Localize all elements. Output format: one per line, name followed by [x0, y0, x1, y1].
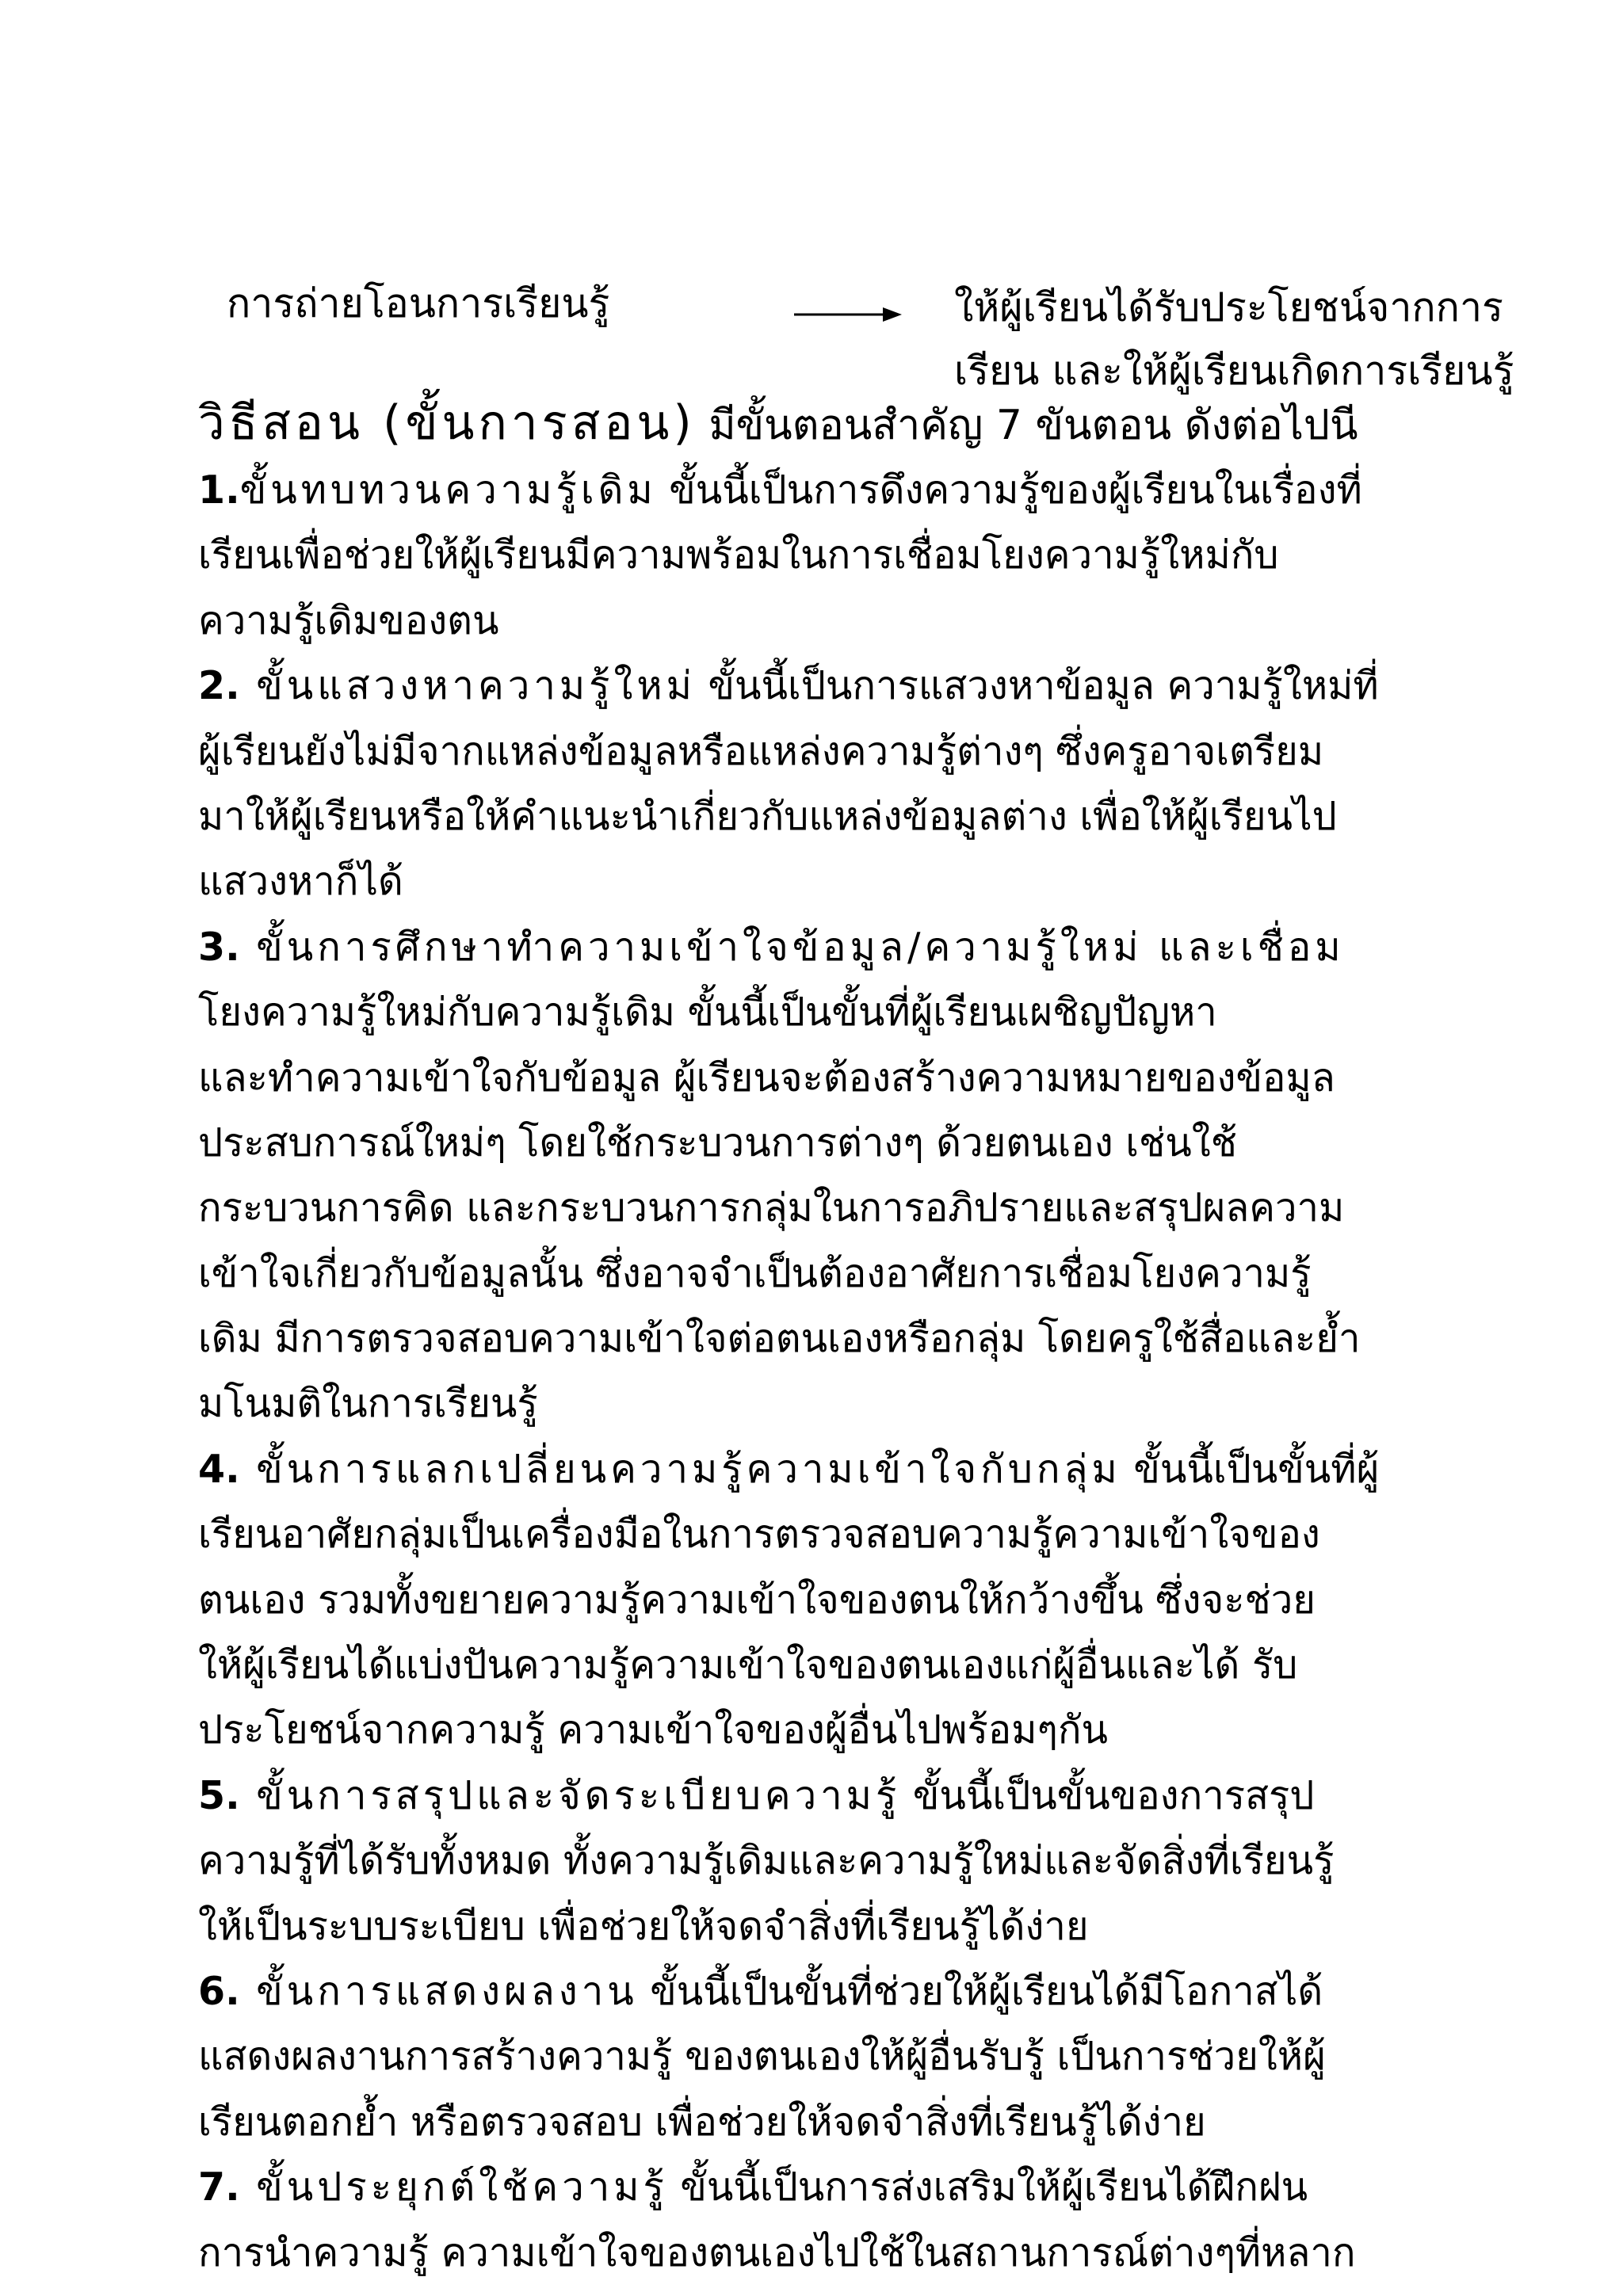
section-heading	[198, 390, 1358, 459]
step-first-line	[198, 1437, 1609, 1502]
step-text-line: กระบวนการคิด และกระบวนการกลุ่มในการอภิปรายและสรุปผลความ	[198, 1185, 1345, 1231]
steps-body	[198, 458, 1609, 2286]
step-title: ขั้นการแลกเปลี่ยนความรู้ความเข้าใจกับกลุ่ม	[239, 1446, 1121, 1492]
step-block	[198, 915, 1609, 1437]
step-text-line: เรียนเพื่อช่วยให้ผู้เรียนมีความพร้อมในการเชื่อมโยงความรู้ใหม่กับ	[198, 532, 1279, 578]
step-text-line: ให้ผู้เรียนได้แบ่งปันความรู้ความเข้าใจของตนเองแก่ผู้อื่นและได้ รับ	[198, 1642, 1298, 1688]
step-first-line	[198, 1959, 1609, 2024]
step-text-line: เรียนอาศัยกลุ่มเป็นเครื่องมือในการตรวจสอบความรู้ความเข้าใจของ	[198, 1512, 1320, 1558]
step-text-line: เดิม มีการตรวจสอบความเข้าใจต่อตนเองหรือกลุ่ม โดยครูใช้สื่อและย้ำ	[198, 1316, 1361, 1362]
step-title: ขั้นการศึกษาทำความเข้าใจข้อมูล/ความรู้ใหม่ และเชื่อม	[239, 924, 1345, 970]
step-number: 5.	[198, 1772, 240, 1818]
transfer-learning-description	[954, 276, 1514, 402]
step-text-line: ความรู้เดิมของตน	[198, 597, 499, 643]
step-number: 4.	[198, 1446, 240, 1492]
heading-title: วิธีสอน (ขั้นการสอน)	[198, 395, 696, 451]
step-block	[198, 1959, 1609, 2155]
step-number: 1.	[198, 467, 240, 513]
step-first-rest: ขั้นนี้เป็นการส่งเสริมให้ผู้เรียนได้ฝึกฝน	[667, 2164, 1308, 2210]
step-first-rest: ขั้นนี้เป็นขั้นที่ผู้	[1121, 1446, 1380, 1492]
step-text-line: ความรู้ที่ได้รับทั้งหมด ทั้งความรู้เดิมและความรู้ใหม่และจัดสิ่งที่เรียนรู้	[198, 1838, 1335, 1884]
step-text-line: ประสบการณ์ใหม่ๆ โดยใช้กระบวนการต่างๆ ด้วยตนเอง เช่นใช้	[198, 1119, 1237, 1165]
step-number: 6.	[198, 1968, 240, 2014]
step-text-line: การนำความรู้ ความเข้าใจของตนเองไปใช้ในสถานการณ์ต่างๆที่หลาก	[198, 2229, 1356, 2275]
step-block	[198, 1437, 1609, 1764]
step-block	[198, 2155, 1609, 2286]
step-text-line: แสวงหาก็ได้	[198, 859, 403, 905]
step-text-line: ให้เป็นระบบระเบียบ เพื่อช่วยให้จดจำสิ่งที่เรียนรู้ได้ง่าย	[198, 1903, 1089, 1949]
transfer-learning-label: การถ่ายโอนการเรียนรู้	[227, 280, 610, 326]
step-first-line	[198, 915, 1609, 980]
step-text-line: ตนเอง รวมทั้งขยายความรู้ความเข้าใจของตนให้กว้างขึ้น ซึ่งจะช่วย	[198, 1577, 1316, 1623]
right-arrow-icon	[794, 305, 902, 324]
step-text-line: ผู้เรียนยังไม่มีจากแหล่งข้อมูลหรือแหล่งความรู้ต่างๆ ซึ่งครูอาจเตรียม	[198, 728, 1324, 774]
step-title: ขั้นประยุกต์ใช้ความรู้	[239, 2164, 668, 2210]
step-text-line: เรียนตอกย้ำ หรือตรวจสอบ เพื่อช่วยให้จดจำสิ่งที่เรียนรู้ได้ง่าย	[198, 2099, 1206, 2145]
step-text-line: แสดงผลงานการสร้างความรู้ ของตนเองให้ผู้อื่นรับรู้ เป็นการช่วยให้ผู้	[198, 2034, 1326, 2080]
step-first-line	[198, 654, 1609, 719]
step-text-line: และทำความเข้าใจกับข้อมูล ผู้เรียนจะต้องสร้างความหมายของข้อมูล	[198, 1055, 1335, 1100]
step-first-rest: ขั้นนี้เป็นขั้นที่ช่วยให้ผู้เรียนได้มีโอกาสได้	[637, 1968, 1323, 2014]
step-number: 7.	[198, 2164, 240, 2210]
step-first-line	[198, 2155, 1609, 2220]
step-text-line: ประโยชน์จากความรู้ ความเข้าใจของผู้อื่นไปพร้อมๆกัน	[198, 1707, 1108, 1753]
step-number: 3.	[198, 924, 240, 970]
step-block	[198, 654, 1609, 915]
step-first-line	[198, 1764, 1609, 1829]
step-number: 2.	[198, 663, 240, 709]
step-text-line: โยงความรู้ใหม่กับความรู้เดิม ขั้นนี้เป็นขั้นที่ผู้เรียนเผชิญปัญหา	[198, 990, 1217, 1035]
step-first-rest: ขั้นนี้เป็นการดึงความรู้ของผู้เรียนในเรื่องที่	[656, 467, 1362, 513]
step-title: ขั้นทบทวนความรู้เดิม	[239, 467, 657, 513]
step-block	[198, 458, 1609, 654]
step-first-line	[198, 458, 1609, 523]
description-line: ให้ผู้เรียนได้รับประโยชน์จากการ	[954, 284, 1503, 330]
step-first-rest: ขั้นนี้เป็นขั้นของการสรุป	[900, 1772, 1315, 1818]
step-text-line: เข้าใจเกี่ยวกับข้อมูลนั้น ซึ่งอาจจำเป็นต้องอาศัยการเชื่อมโยงความรู้	[198, 1250, 1312, 1296]
step-title: ขั้นแสวงหาความรู้ใหม่	[239, 663, 696, 709]
heading-rest: มีขั้นตอนสำคัญ 7 ขันตอน ดังต่อไปนี	[695, 402, 1358, 449]
step-block	[198, 1764, 1609, 1959]
step-title: ขั้นการแสดงผลงาน	[239, 1968, 638, 2014]
description-line: เรียน และให้ผู้เรียนเกิดการเรียนรู้	[954, 348, 1514, 394]
step-text-line: มโนมติในการเรียนรู้	[198, 1381, 538, 1427]
step-title: ขั้นการสรุปและจัดระเบียบความรู้	[239, 1772, 901, 1818]
step-first-rest: ขั้นนี้เป็นการแสวงหาข้อมูล ความรู้ใหม่ที่	[695, 663, 1379, 709]
step-text-line: มาให้ผู้เรียนหรือให้คำแนะนำเกี่ยวกับแหล่งข้อมูลต่าง เพื่อให้ผู้เรียนไป	[198, 793, 1337, 839]
